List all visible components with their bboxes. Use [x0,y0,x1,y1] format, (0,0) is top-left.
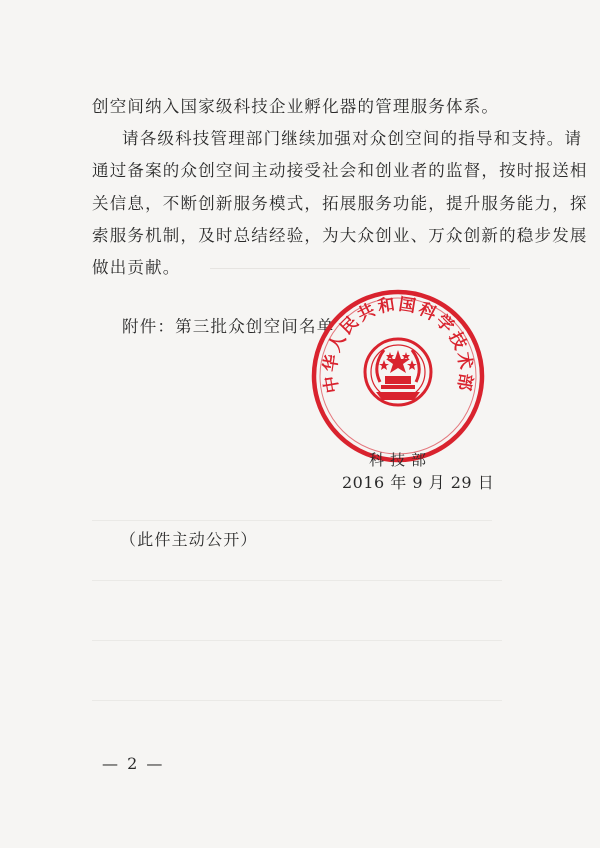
body-line-1: 创空间纳入国家级科技企业孵化器的管理服务体系。 [92,97,500,116]
body-line-4: 关信息，不断创新服务模式，拓展服务功能，提升服务能力，探 [92,194,588,213]
body-line-3: 通过备案的众创空间主动接受社会和创业者的监督，按时报送相 [92,161,588,180]
bleed-through-text [92,580,502,582]
issuing-org: 科技部 [369,451,433,469]
bleed-through-text [210,268,470,270]
bleed-through-text [92,700,502,702]
seal-ring-text: 中华人民共和国科学技术部 [320,294,476,395]
bleed-through-text [92,520,492,522]
body-line-2: 请各级科技管理部门继续加强对众创空间的指导和支持。请 [122,129,583,148]
national-emblem-icon [365,339,431,405]
disclosure-note: （此件主动公开） [120,530,258,549]
bleed-through-text [92,640,502,642]
page-number: — 2 — [102,754,165,773]
official-seal [308,286,488,466]
attachment-note: 附件：第三批众创空间名单 [122,317,335,336]
issue-date: 2016 年 9 月 29 日 [342,473,495,492]
body-line-6: 做出贡献。 [92,258,181,277]
body-line-5: 索服务机制，及时总结经验，为大众创业、万众创新的稳步发展 [92,226,588,245]
